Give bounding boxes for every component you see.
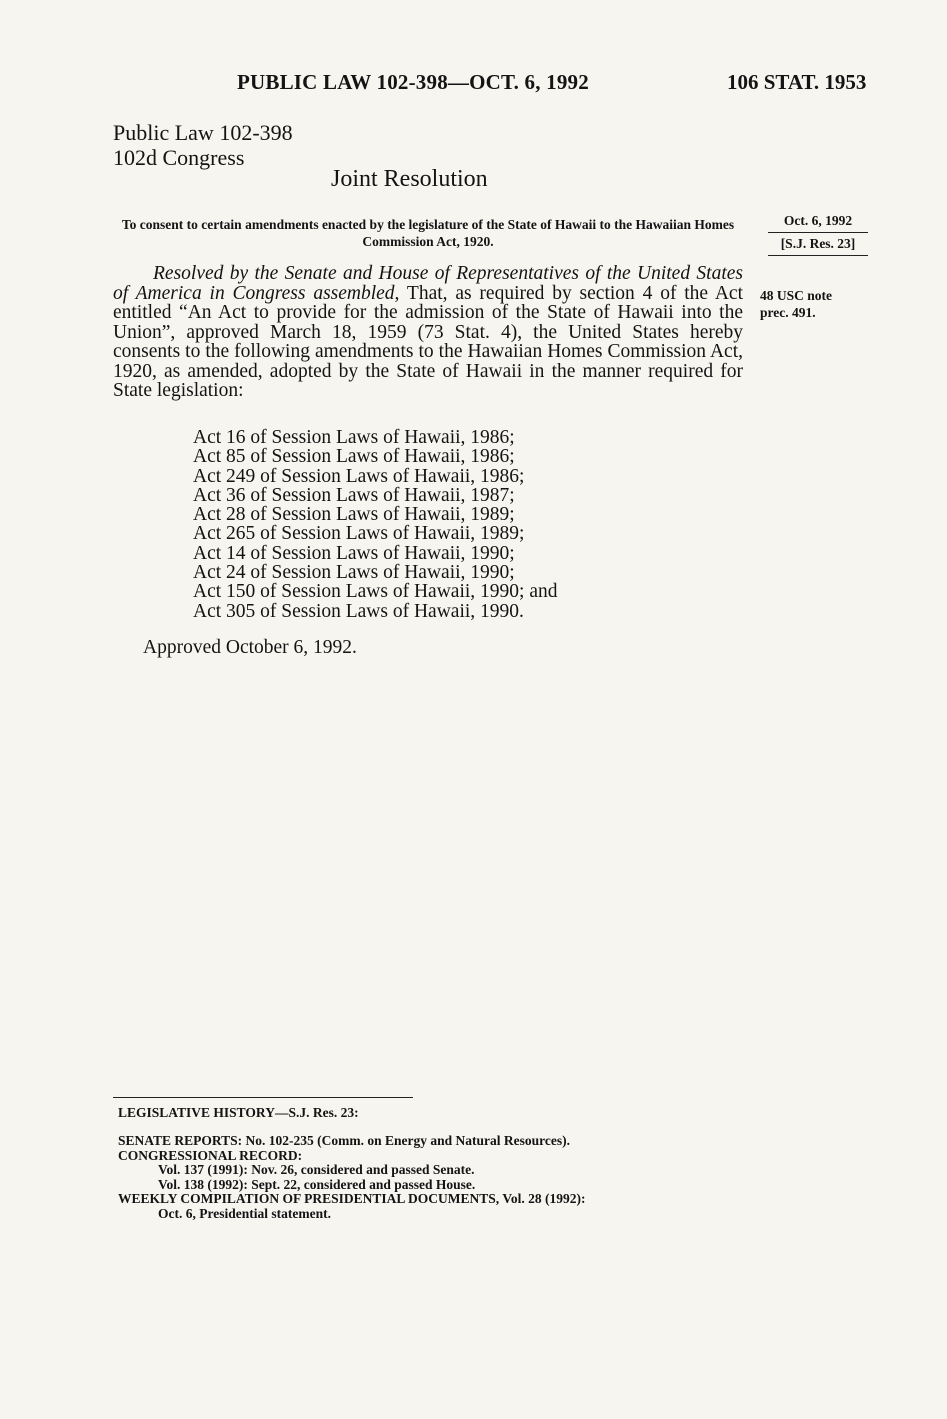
resolution-body <box>113 264 743 401</box>
list-item: Act 36 of Session Laws of Hawaii, 1987; <box>193 484 515 506</box>
list-item: Act 265 of Session Laws of Hawaii, 1989; <box>193 523 525 545</box>
list-item: Act 85 of Session Laws of Hawaii, 1986; <box>193 446 515 468</box>
legislative-history-title: LEGISLATIVE HISTORY—S.J. Res. 23: <box>118 1105 359 1120</box>
list-item: Act 249 of Session Laws of Hawaii, 1986; <box>193 465 525 487</box>
margin-note-usc-line2: prec. 491. <box>760 305 816 320</box>
margin-note-resolution: [S.J. Res. 23] <box>768 236 868 256</box>
footnote-divider <box>113 1097 413 1098</box>
margin-note-usc-line1: 48 USC note <box>760 288 833 303</box>
record-vol-137: Vol. 137 (1991): Nov. 26, considered and passed Senate. <box>158 1162 475 1177</box>
list-item: Act 16 of Session Laws of Hawaii, 1986; <box>193 427 515 448</box>
list-item: Act 150 of Session Laws of Hawaii, 1990; and <box>193 581 558 603</box>
list-item: Act 14 of Session Laws of Hawaii, 1990; <box>193 542 515 564</box>
congress-label: 102d Congress <box>113 145 245 170</box>
presidential-statement: Oct. 6, Presidential statement. <box>158 1205 331 1221</box>
margin-note-usc <box>760 287 832 321</box>
list-item: Act 305 of Session Laws of Hawaii, 1990. <box>193 600 524 622</box>
acts-list <box>193 428 557 621</box>
record-vol-138: Vol. 138 (1992): Sept. 22, considered and passed House. <box>158 1176 476 1192</box>
purpose-statement: To consent to certain amendments enacted by the legislature of the State of Hawaii to the Hawaiian Homes Commission Act, 1920. <box>121 217 735 249</box>
page-reference: 106 STAT. 1953 <box>727 70 867 94</box>
enacting-clause: Resolved by the Senate and House of Representatives of the United States of America in Congress assembled, <box>113 263 743 304</box>
margin-note-date: Oct. 6, 1992 <box>768 213 868 233</box>
list-item: Act 24 of Session Laws of Hawaii, 1990; <box>193 562 515 584</box>
approval-line: Approved October 6, 1992. <box>143 637 357 658</box>
weekly-compilation: WEEKLY COMPILATION OF PRESIDENTIAL DOCUMENTS, Vol. 28 (1992): <box>118 1191 586 1206</box>
running-head: PUBLIC LAW 102-398—OCT. 6, 1992 <box>237 70 589 94</box>
senate-reports: SENATE REPORTS: No. 102-235 (Comm. on Energy and Natural Resources). <box>118 1133 571 1148</box>
law-number: Public Law 102-398 <box>113 120 293 145</box>
document-type: Joint Resolution <box>331 166 488 192</box>
legislative-history <box>118 1134 585 1221</box>
congressional-record: CONGRESSIONAL RECORD: <box>118 1147 303 1163</box>
resolution-text: That, as required by section 4 of the Act entitled “An Act to provide for the admission of the State of Hawaii into the Union”, approved March 18, 1959 (73 Stat. 4), the United States hereby consents to the following amendments to the Hawaiian Homes Commission Act, 1920, as amended, adopted by the State of Hawaii in the manner required for State legislation: <box>113 282 743 401</box>
list-item: Act 28 of Session Laws of Hawaii, 1989; <box>193 504 515 526</box>
